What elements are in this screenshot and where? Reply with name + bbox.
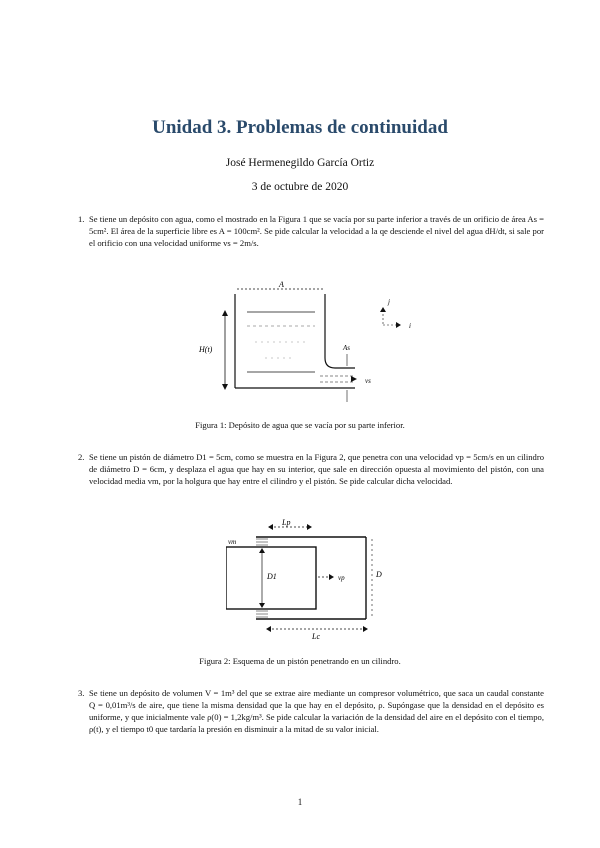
problem-number: 1.: [78, 214, 85, 224]
label-vp: vp: [338, 574, 345, 582]
problem-number: 2.: [78, 452, 85, 462]
outlet-pipe: [325, 358, 355, 368]
label-diameter-piston: D1: [267, 572, 277, 581]
label-diameter-cylinder: D: [376, 570, 382, 579]
page-title: Unidad 3. Problemas de continuidad: [152, 117, 448, 138]
problem-text: Se tiene un depósito con agua, como el mostrado en la Figura 1 que se vacía por su parte inferior a través de un orificio de área As = 5cm². El área de la superficie libre es A = 100cm². Se pide calcular la velocidad a la qe desciende el nivel del agua dH/dt, si sale por el orificio con una velocidad uniforme vs = 2m/s.: [89, 214, 544, 248]
figure-2-caption: Figura 2: Esquema de un pistón penetrando en un cilindro.: [199, 656, 401, 666]
figure-1: [195, 280, 425, 410]
label-length-cylinder: Lc: [312, 632, 320, 641]
figure-2: [226, 515, 396, 645]
label-height: H(t): [199, 345, 213, 354]
problem-text: Se tiene un depósito de volumen V = 1m³ del que se extrae aire mediante un compresor volumétrico, que saca un caudal constante Q = 0,01m³/s de aire, que tiene la misma densidad que la que hay en el depósito, ρ. Supóngase que la densidad en el depósito es uniforme, y que inicialmente vale ρ(0) = 1,2kg/m³. Se pide calcular la variación de la densidad del aire en el depósito con el tiempo, ρ(t), y el tiempo t0 que tardaría la presión en disminuir a la mitad de su valor inicial.: [89, 688, 544, 734]
label-area: A: [279, 280, 284, 289]
problem-text: Se tiene un pistón de diámetro D1 = 5cm, como se muestra en la Figura 2, que penetra con una velocidad vp = 5cm/s en un cilindro de diámetro D = 6cm, y desplaza el agua que hay en su interior, que sale en dirección opuesta al movimiento del pistón, con una velocidad media vm, por la holgura que hay entre el cilindro y el pistón. Se pide calcular dicha velocidad.: [89, 452, 544, 486]
label-axis-i: i: [409, 322, 411, 330]
problem-1: [78, 213, 544, 249]
label-vm: vm: [228, 538, 237, 546]
label-length-piston: Lp: [282, 518, 291, 527]
problem-number: 3.: [78, 688, 85, 698]
problem-3: [78, 687, 544, 735]
figure-1-caption: Figura 1: Depósito de agua que se vacía por su parte inferior.: [195, 420, 405, 430]
date: 3 de octubre de 2020: [251, 181, 349, 193]
label-outflow: vs: [365, 377, 371, 385]
label-orifice: As: [343, 344, 350, 352]
label-axis-j: j: [388, 298, 390, 306]
problem-2: [78, 451, 544, 487]
author: José Hermenegildo García Ortiz: [225, 157, 375, 169]
page-number: 1: [297, 797, 303, 807]
